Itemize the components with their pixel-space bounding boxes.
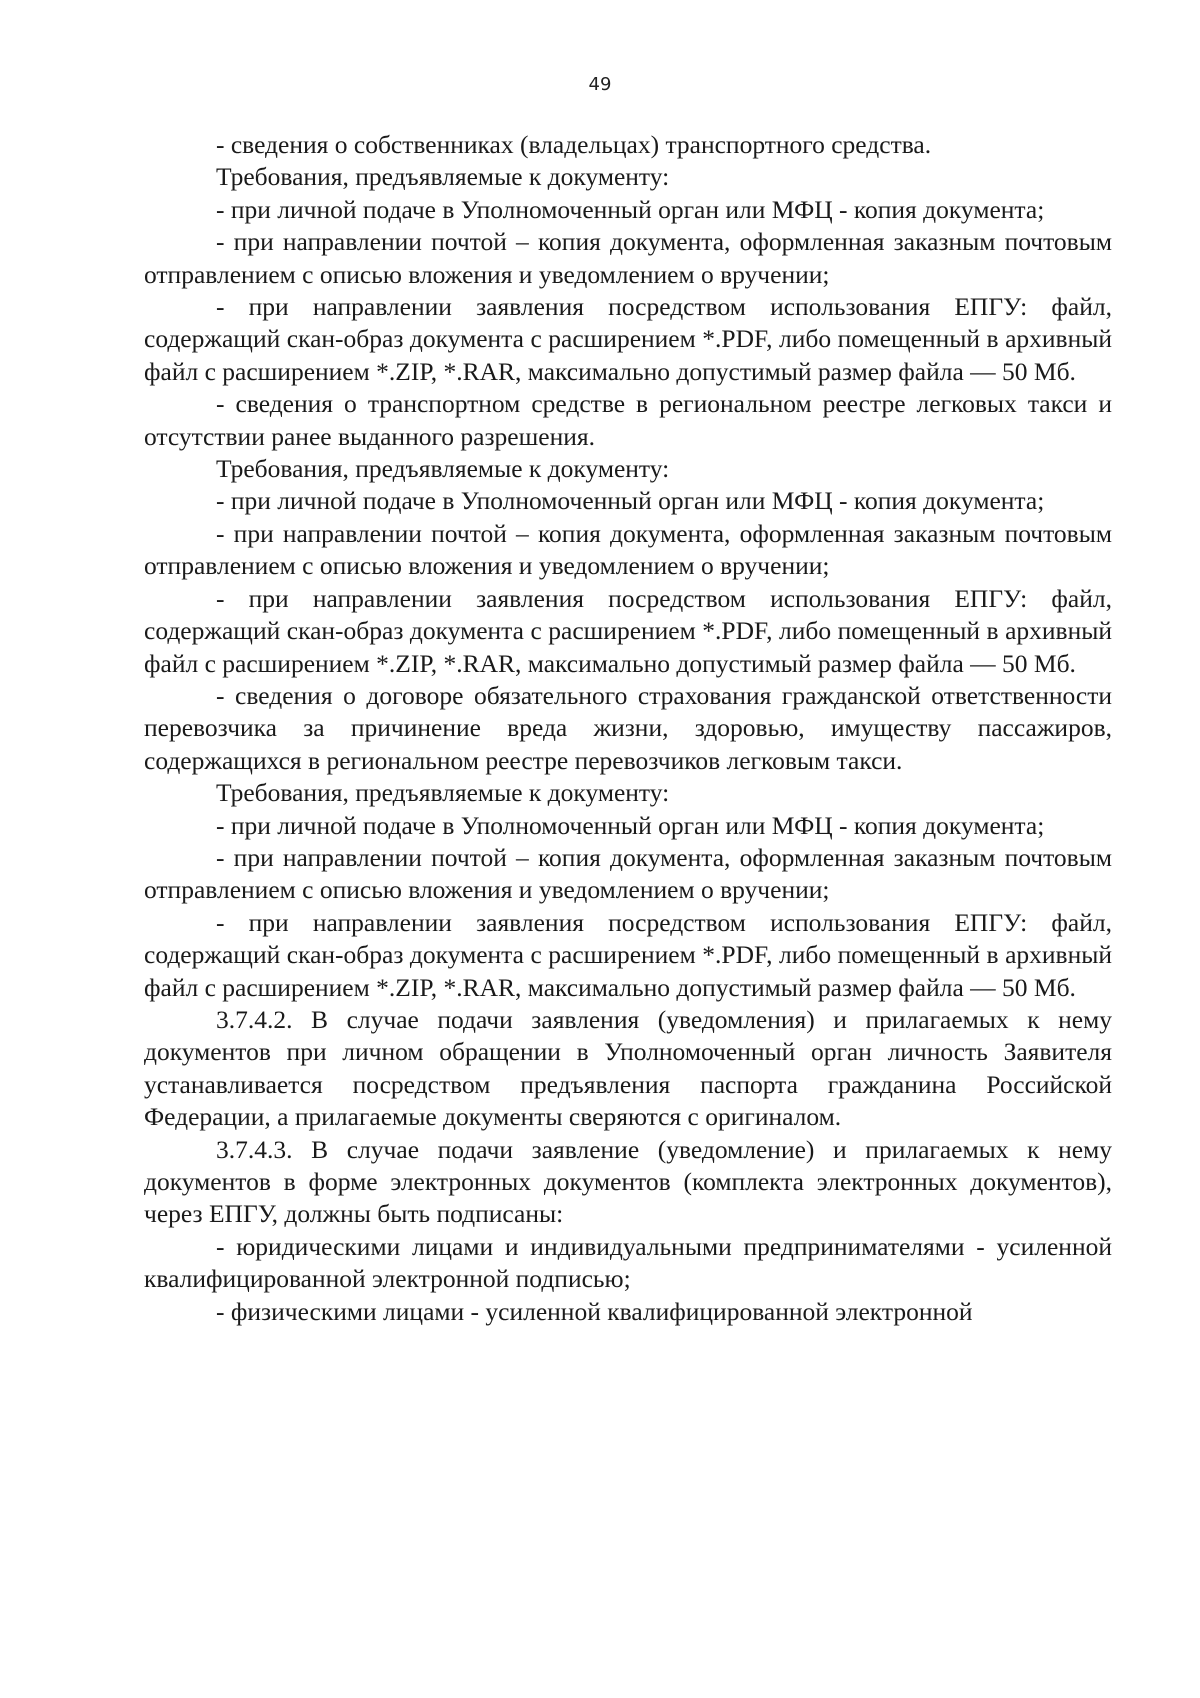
paragraph: - при направлении заявления посредством использования ЕПГУ: файл, содержащий скан-образ документа с расширением *.PDF, либо помещенный в архивный файл с расширением *.ZIP, *.RAR, максимально допустимый размер файла — 50 Мб. — [144, 907, 1112, 1002]
paragraph: - сведения о собственниках (владельцах) транспортного средства. — [216, 130, 932, 159]
page-number: 49 — [588, 74, 612, 95]
paragraph: - при личной подаче в Уполномоченный орган или МФЦ - копия документа; — [216, 486, 1045, 516]
paragraph: Требования, предъявляемые к документу: — [216, 454, 670, 484]
paragraph: - юридическими лицами и индивидуальными предпринимателями - усиленной квалифицированной электронной подписью; — [144, 1231, 1112, 1294]
paragraph: Требования, предъявляемые к документу: — [216, 778, 670, 808]
paragraph: - при направлении заявления посредством использования ЕПГУ: файл, содержащий скан-образ документа с расширением *.PDF, либо помещенный в архивный файл с расширением *.ZIP, *.RAR, максимально допустимый размер файла — 50 Мб. — [144, 583, 1112, 678]
paragraph: - при направлении почтой – копия документа, оформленная заказным почтовым отправлением с описью вложения и уведомлением о вручении; — [144, 227, 1112, 289]
paragraph: - сведения о договоре обязательного страхования гражданской ответственности перевозчика за причинение вреда жизни, здоровью, имуществу пассажиров, содержащихся в региональном реестре перевозчиков легковым такси. — [144, 680, 1112, 775]
paragraph: - при направлении почтой – копия документа, оформленная заказным почтовым отправлением с описью вложения и уведомлением о вручении; — [144, 518, 1112, 581]
paragraph: - при направлении заявления посредством использования ЕПГУ: файл, содержащий скан-образ документа с расширением *.PDF, либо помещенный в архивный файл с расширением *.ZIP, *.RAR, максимально допустимый размер файла — 50 Мб. — [144, 292, 1112, 386]
paragraph: - при направлении почтой – копия документа, оформленная заказным почтовым отправлением с описью вложения и уведомлением о вручении; — [144, 842, 1112, 905]
paragraph: Требования, предъявляемые к документу: — [216, 162, 670, 192]
paragraph: - физическими лицами - усиленной квалифицированной электронной — [216, 1296, 973, 1326]
paragraph: - при личной подаче в Уполномоченный орган или МФЦ - копия документа; — [216, 810, 1045, 840]
paragraph: - при личной подаче в Уполномоченный орган или МФЦ - копия документа; — [216, 194, 1045, 224]
document-body — [144, 129, 1112, 1328]
paragraph: 3.7.4.3. В случае подачи заявление (уведомление) и прилагаемых к нему документов в форме электронных документов (комплекта электронных документов), через ЕПГУ, должны быть подписаны: — [144, 1134, 1112, 1229]
paragraph: 3.7.4.2. В случае подачи заявления (уведомления) и прилагаемых к нему документов при личном обращении в Уполномоченный орган личность Заявителя устанавливается посредством предъявления паспорта гражданина Российской Федерации, а прилагаемые документы сверяются с оригиналом. — [144, 1004, 1112, 1132]
paragraph: - сведения о транспортном средстве в региональном реестре легковых такси и отсутствии ранее выданного разрешения. — [144, 389, 1112, 451]
